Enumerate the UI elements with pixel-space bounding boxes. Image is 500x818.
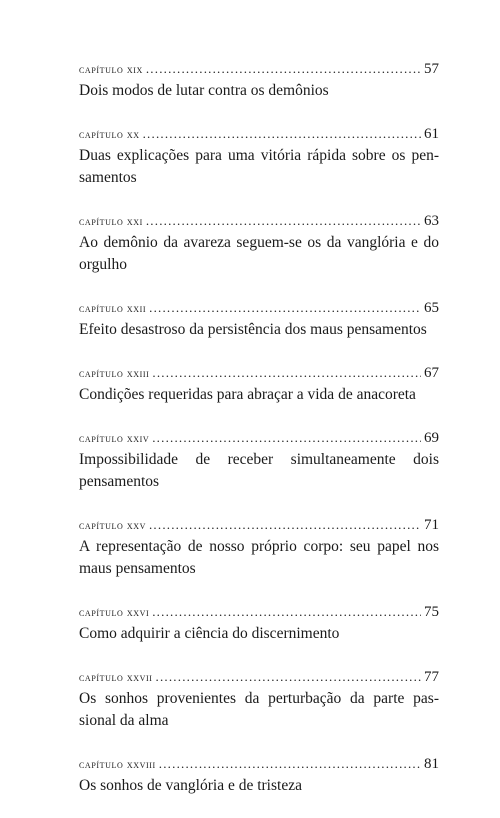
chapter-label: capítulo xix: [79, 64, 143, 76]
toc-entry: [79, 514, 439, 580]
dot-leader: [152, 362, 421, 384]
chapter-title: Efeito desastroso da persistência dos maus pensamentos: [79, 321, 427, 338]
table-of-contents: [79, 58, 439, 818]
chapter-title: Impossibilidade de receber simultaneamente dois pensamentos: [79, 451, 439, 490]
chapter-title: Os sonhos de vanglória e de tristeza: [79, 777, 302, 794]
toc-entry-heading: [79, 362, 439, 384]
toc-entry-heading: [79, 753, 439, 775]
page-number: 57: [424, 61, 439, 77]
chapter-title: Os sonhos provenientes da perturbação da parte pas-sional da alma: [79, 690, 439, 729]
page-number: 61: [424, 126, 439, 142]
dot-leader: [152, 601, 421, 623]
page-number: 67: [424, 365, 439, 381]
toc-entry-heading: [79, 666, 439, 688]
toc-entry: [79, 297, 439, 341]
page-number: 69: [424, 430, 439, 446]
page-number: 71: [424, 517, 439, 533]
chapter-label: capítulo xxvi: [79, 607, 150, 619]
chapter-label: capítulo xxii: [79, 303, 147, 315]
page-number: 81: [424, 756, 439, 772]
toc-entry-heading: [79, 123, 439, 145]
chapter-label: capítulo xxvii: [79, 672, 153, 684]
toc-entry: [79, 601, 439, 645]
dot-leader: [156, 666, 422, 688]
dot-leader: [152, 427, 421, 449]
page-number: 63: [424, 213, 439, 229]
chapter-title: A representação de nosso próprio corpo: seu papel nos maus pensamentos: [79, 538, 439, 577]
dot-leader: [146, 210, 421, 232]
chapter-title: Duas explicações para uma vitória rápida sobre os pen-samentos: [79, 147, 439, 186]
toc-entry-heading: [79, 210, 439, 232]
toc-entry-heading: [79, 427, 439, 449]
toc-entry: [79, 753, 439, 797]
chapter-title: Condições requeridas para abraçar a vida de anacoreta: [79, 386, 416, 403]
page-number: 65: [424, 300, 439, 316]
toc-entry: [79, 123, 439, 189]
chapter-label: capítulo xxi: [79, 216, 143, 228]
chapter-title: Ao demônio da avareza seguem-se os da vanglória e do orgulho: [79, 234, 439, 273]
book-page: [79, 0, 439, 794]
chapter-title: Dois modos de lutar contra os demônios: [79, 82, 329, 99]
page-number: 75: [424, 604, 439, 620]
toc-entry-heading: [79, 297, 439, 319]
page-number: 77: [424, 669, 439, 685]
toc-entry: [79, 427, 439, 493]
toc-entry: [79, 362, 439, 406]
dot-leader: [159, 753, 421, 775]
dot-leader: [143, 123, 421, 145]
toc-entry-heading: [79, 514, 439, 536]
chapter-label: capítulo xxv: [79, 520, 146, 532]
toc-entry-heading: [79, 58, 439, 80]
toc-entry: [79, 666, 439, 732]
dot-leader: [149, 514, 421, 536]
chapter-label: capítulo xx: [79, 129, 140, 141]
chapter-label: capítulo xxiv: [79, 433, 150, 445]
toc-entry-heading: [79, 601, 439, 623]
toc-entry: [79, 210, 439, 276]
dot-leader: [149, 297, 421, 319]
chapter-label: capítulo xxiii: [79, 368, 150, 380]
dot-leader: [146, 58, 421, 80]
toc-entry: [79, 58, 439, 102]
chapter-label: capítulo xxviii: [79, 759, 156, 771]
chapter-title: Como adquirir a ciência do discernimento: [79, 625, 340, 642]
